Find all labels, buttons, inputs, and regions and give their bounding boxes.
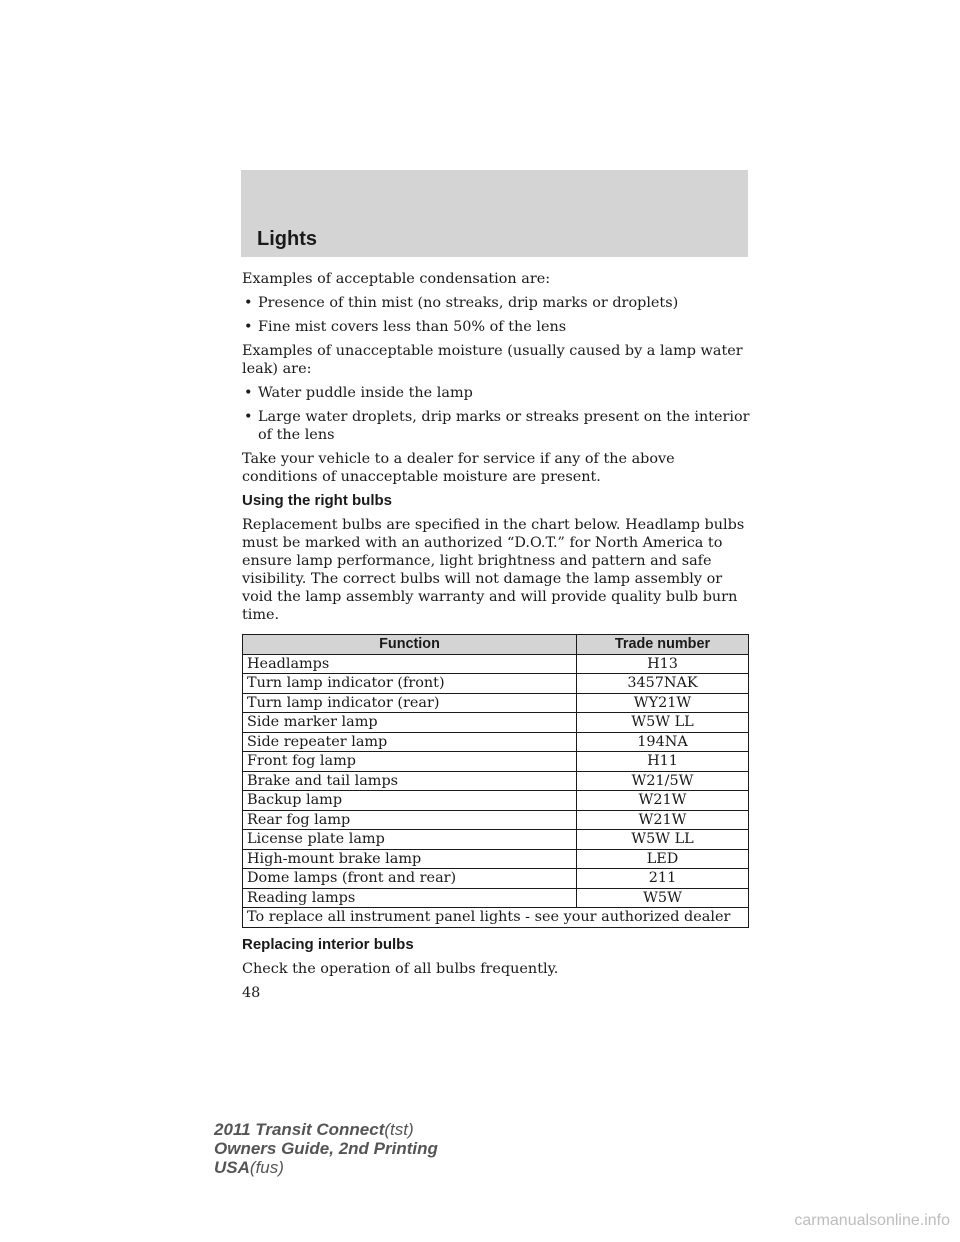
- table-row: [243, 654, 749, 674]
- function-cell: Brake and tail lamps: [243, 771, 577, 791]
- trade-number-cell: W5W LL: [577, 713, 749, 733]
- trade-number-cell: LED: [577, 849, 749, 869]
- bulbs-paragraph: Replacement bulbs are specified in the chart below. Headlamp bulbs must be marked with an authorized “D.O.T.” for North America to ensure lamp performance, light brightness and pattern and safe visibility. The correct bulbs will not damage the lamp assembly or void the lamp assembly warranty and will provide quality bulb burn time.: [242, 517, 745, 623]
- bullet-icon: •: [244, 295, 253, 311]
- table-row: [243, 752, 749, 772]
- section-title: Lights: [257, 228, 317, 250]
- table-row: [243, 732, 749, 752]
- table-row: [243, 849, 749, 869]
- trade-number-cell: H13: [577, 654, 749, 674]
- footer-line-1: 2011 Transit Connect(tst): [214, 1120, 414, 1139]
- page-number: 48: [242, 984, 261, 1001]
- footer-line-2: Owners Guide, 2nd Printing: [214, 1139, 438, 1158]
- trade-number-cell: WY21W: [577, 693, 749, 713]
- interior-heading: Replacing interior bulbs: [242, 935, 414, 953]
- interior-paragraph: Check the operation of all bulbs frequently.: [242, 960, 559, 977]
- trade-number-cell: 211: [577, 869, 749, 889]
- table-row: [243, 693, 749, 713]
- list-item: • Presence of thin mist (no streaks, drip marks or droplets): [244, 295, 679, 311]
- column-header-trade-number: Trade number: [577, 635, 749, 655]
- trade-number-cell: W21/5W: [577, 771, 749, 791]
- table-header-row: [243, 635, 749, 655]
- unacceptable-heading: Examples of unacceptable moisture (usually caused by a lamp water leak) are:: [242, 343, 743, 377]
- trade-number-cell: W5W: [577, 888, 749, 908]
- function-cell: Side repeater lamp: [243, 732, 577, 752]
- watermark: carmanualsonline.info: [794, 1212, 950, 1229]
- function-cell: Turn lamp indicator (front): [243, 674, 577, 694]
- footer-line-3: USA(fus): [214, 1158, 284, 1177]
- trade-number-cell: 194NA: [577, 732, 749, 752]
- function-cell: Headlamps: [243, 654, 577, 674]
- function-cell: High-mount brake lamp: [243, 849, 577, 869]
- trade-number-cell: W5W LL: [577, 830, 749, 850]
- table-row: [243, 810, 749, 830]
- function-cell: License plate lamp: [243, 830, 577, 850]
- table-row: [243, 888, 749, 908]
- table-row: [243, 791, 749, 811]
- bullet-icon: •: [244, 409, 253, 425]
- function-cell: Reading lamps: [243, 888, 577, 908]
- trade-number-cell: W21W: [577, 791, 749, 811]
- trade-number-cell: 3457NAK: [577, 674, 749, 694]
- function-cell: Side marker lamp: [243, 713, 577, 733]
- trade-number-cell: W21W: [577, 810, 749, 830]
- table-row: [243, 674, 749, 694]
- bulbs-heading: Using the right bulbs: [242, 492, 392, 509]
- service-note: Take your vehicle to a dealer for service if any of the above conditions of unacceptable moisture are present.: [242, 451, 675, 485]
- acceptable-heading: Examples of acceptable condensation are:: [242, 271, 551, 287]
- function-cell: Backup lamp: [243, 791, 577, 811]
- function-cell: Rear fog lamp: [243, 810, 577, 830]
- document-footer: [214, 1120, 438, 1177]
- table-footnote-row: [243, 908, 749, 928]
- bullet-icon: •: [244, 385, 253, 401]
- function-cell: Turn lamp indicator (rear): [243, 693, 577, 713]
- trade-number-cell: H11: [577, 752, 749, 772]
- table-row: [243, 771, 749, 791]
- function-cell: Front fog lamp: [243, 752, 577, 772]
- function-cell: Dome lamps (front and rear): [243, 869, 577, 889]
- table-row: [243, 713, 749, 733]
- section-header-band: [241, 170, 748, 257]
- table-row: [243, 830, 749, 850]
- list-item: • Water puddle inside the lamp: [244, 385, 473, 401]
- table-row: [243, 869, 749, 889]
- list-item: • Large water droplets, drip marks or streaks present on the interior of the lens: [244, 409, 750, 443]
- page-content: [242, 270, 752, 1002]
- table-footnote: To replace all instrument panel lights - see your authorized dealer: [243, 908, 749, 928]
- bulb-table: [242, 634, 749, 928]
- column-header-function: Function: [243, 635, 577, 655]
- bullet-icon: •: [244, 319, 253, 335]
- list-item: • Fine mist covers less than 50% of the lens: [244, 319, 567, 335]
